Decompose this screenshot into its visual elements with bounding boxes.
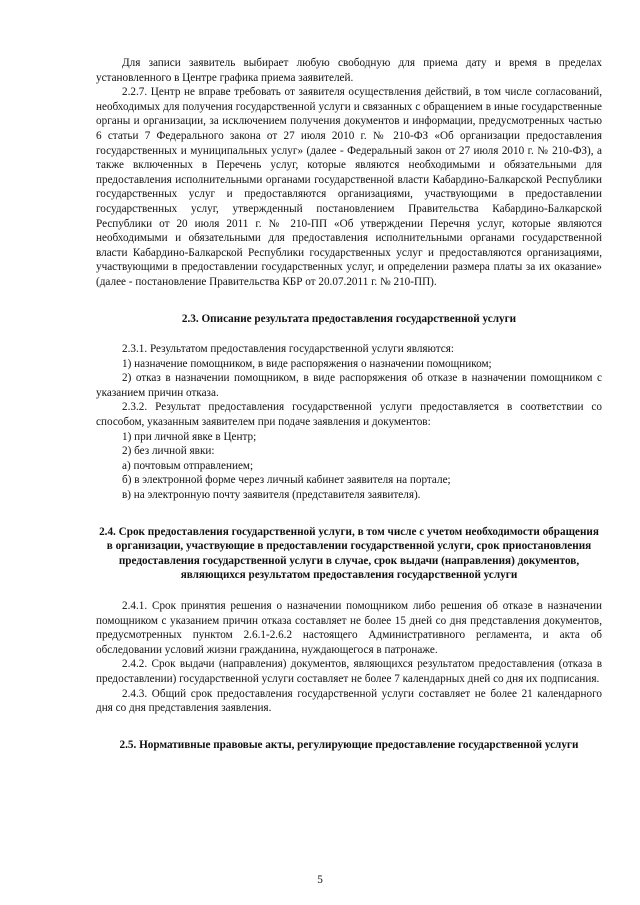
list-item-2-3-2-c: в) на электронную почту заявителя (представителя заявителя). xyxy=(122,489,421,502)
section-heading-2-3: 2.3. Описание результата предоставления государственной услуги xyxy=(181,312,517,325)
section-heading-2-4: 2.4. Срок предоставления государственной услуги, в том числе с учетом необходимости обращения в организации, участвующие в предоставлении государственной услуги, срок приостановления предоставления государственной услуги в случае, срок выдачи (направления) документов, являющихся результатом предоставления государственной услуги xyxy=(99,525,599,582)
paragraph-appointment-time: Для записи заявитель выбирает любую свободную для приема дату и время в пределах установленного в Центре графика приема заявителей. xyxy=(96,57,602,84)
paragraph-2-3-2: 2.3.2. Результат предоставления государственной услуги предоставляется в соответствии со способом, указанным заявителем при подаче заявления и документов: xyxy=(96,401,602,429)
paragraph-2-4-1: 2.4.1. Срок принятия решения о назначении помощником либо решения об отказе в назначении помощником с указанием причин отказа составляет не более 15 дней со дня представления документов, предусмотренных пунктом 2.6.1-2.6.2 настоящего Административного регламента, и акта об обследовании условий жизни гражданина, нуждающегося в патронаже. xyxy=(96,600,602,656)
list-item-2-3-1-2: 2) отказ в назначении помощником, в виде распоряжения об отказе в назначении помощником с указанием причин отказа. xyxy=(96,372,602,399)
section-heading-2-5: 2.5. Нормативные правовые акты, регулирующие предоставление государственной услуги xyxy=(119,738,579,751)
page-number: 5 xyxy=(317,874,323,886)
paragraph-2-4-2: 2.4.2. Срок выдачи (направления) документов, являющихся результатом предоставления (отказа в предоставлении) государственной услуги составляет не более 7 календарных дней со дня их подписания. xyxy=(96,658,602,685)
list-item-2-3-2-2: 2) без личной явки: xyxy=(122,445,215,458)
document-body xyxy=(96,56,602,752)
paragraph-2-3-1: 2.3.1. Результатом предоставления государственной услуги являются: xyxy=(122,343,455,356)
paragraph-2-2-7: 2.2.7. Центр не вправе требовать от заявителя осуществления действий, в том числе согласований, необходимых для получения государственной услуги и связанных с обращением в иные государственные органы и организации, за исключением получения документов и информации, предусмотренных частью 6 статьи 7 Федерального закона от 27 июля 2010 г. № 210-ФЗ «Об организации предоставления государственных и муниципальных услуг» (далее - Федеральный закон от 27 июля 2010 г. № 210-ФЗ), а также включенных в Перечень услуг, которые являются необходимыми и обязательными для предоставления исполнительными органами государственной власти Кабардино-Балкарской Республики государственных услуг и предоставляются организациями, участвующими в предоставлении государственных услуг, утвержденный постановлением Правительства Кабардино-Балкарской Республики от 20 июля 2011 г. № 210-ПП «Об утверждении Перечня услуг, которые являются необходимыми и обязательными для предоставления исполнительными органами государственной власти Кабардино-Балкарской Республики государственных услуг и предоставляются организациями, участвующими в предоставлении государственных услуг, и определении размера платы за их оказание» (далее - постановление Правительства КБР от 20.07.2011 г. № 210-ПП). xyxy=(96,86,602,288)
list-item-2-3-1-1: 1) назначение помощником, в виде распоряжения о назначении помощником; xyxy=(122,357,492,370)
list-item-2-3-2-b: б) в электронной форме через личный кабинет заявителя на портале; xyxy=(122,474,451,487)
list-item-2-3-2-a: а) почтовым отправлением; xyxy=(122,459,254,472)
paragraph-2-4-3: 2.4.3. Общий срок предоставления государственной услуги составляет не более 21 календарного дня со дня представления заявления. xyxy=(96,687,602,715)
list-item-2-3-2-1: 1) при личной явке в Центр; xyxy=(122,430,257,443)
